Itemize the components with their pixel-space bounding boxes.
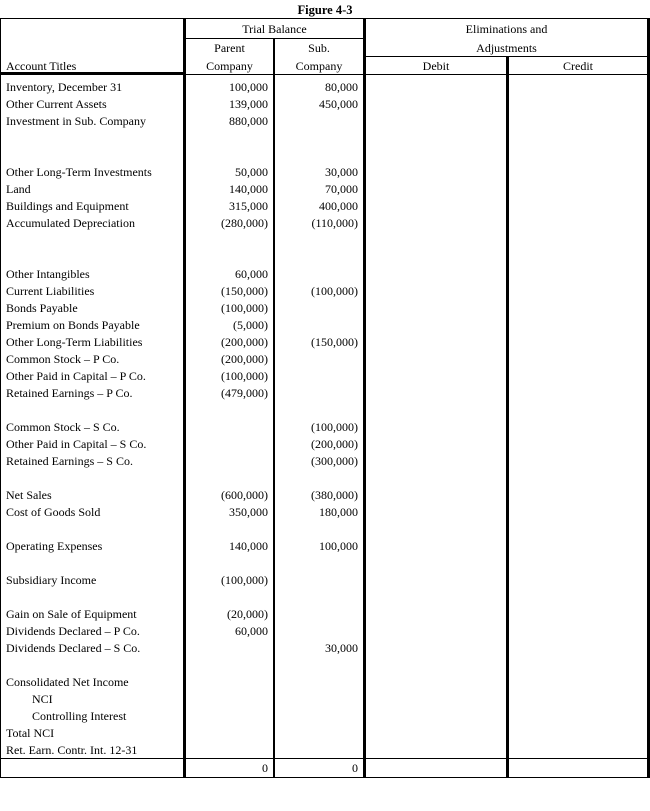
account-title: Inventory, December 31 — [6, 80, 123, 94]
sub-amount: (100,000) — [311, 420, 358, 434]
parent-amount — [186, 436, 268, 453]
account-title — [6, 555, 184, 572]
debit-col-rule — [506, 56, 509, 778]
parent-amount: (100,000) — [221, 369, 268, 383]
account-title: Retained Earnings – S Co. — [6, 454, 133, 468]
parent-amount: 140,000 — [229, 182, 268, 196]
sub-amount — [276, 742, 358, 759]
account-title: Other Long-Term Investments — [6, 165, 152, 179]
account-title — [6, 470, 184, 487]
sub-amount — [276, 113, 358, 130]
parent-amount — [186, 742, 268, 759]
parent-amount — [186, 657, 268, 674]
account-title: Consolidated Net Income — [6, 675, 129, 689]
parent-amount: 100,000 — [229, 80, 268, 94]
account-title — [6, 130, 184, 147]
sub-amount — [276, 623, 358, 640]
account-title: Other Intangibles — [6, 267, 90, 281]
parent-total: 0 — [262, 761, 268, 775]
parent-amount — [186, 640, 268, 657]
parent-amount — [186, 130, 268, 147]
parent-amount — [186, 453, 268, 470]
sub-total: 0 — [352, 761, 358, 775]
parent-amount — [186, 725, 268, 742]
sub-col-rule — [363, 18, 366, 778]
account-title — [6, 589, 184, 606]
parent-amount: (200,000) — [221, 335, 268, 349]
sub-amount: (150,000) — [311, 335, 358, 349]
account-title: Other Paid in Capital – S Co. — [6, 437, 147, 451]
parent-amount — [186, 708, 268, 725]
eliminations-header-line1: Eliminations and — [465, 22, 548, 36]
account-title — [6, 402, 184, 419]
left-border — [0, 18, 1, 778]
sub-amount: 30,000 — [325, 165, 358, 179]
parent-amount — [186, 470, 268, 487]
parent-col-rule — [273, 38, 275, 778]
account-titles-header: Account Titles — [6, 59, 77, 73]
sub-amount — [276, 266, 358, 283]
sub-amount — [276, 657, 358, 674]
account-title: Ret. Earn. Contr. Int. 12-31 — [6, 743, 138, 757]
trial-balance-header: Trial Balance — [242, 22, 307, 36]
sub-amount: 400,000 — [319, 199, 358, 213]
parent-amount — [186, 674, 268, 691]
account-title: NCI — [32, 692, 53, 706]
parent-amount: (5,000) — [233, 318, 268, 332]
sub-amount: (380,000) — [311, 488, 358, 502]
parent-amount: (280,000) — [221, 216, 268, 230]
sub-amount — [276, 300, 358, 317]
sub-amount: 450,000 — [319, 97, 358, 111]
sub-amount: (300,000) — [311, 454, 358, 468]
account-title: Common Stock – P Co. — [6, 352, 120, 366]
sub-amount: 70,000 — [325, 182, 358, 196]
sub-amount — [276, 351, 358, 368]
totals-bottom-rule — [0, 777, 650, 778]
parent-amount — [186, 521, 268, 538]
sub-amount — [276, 130, 358, 147]
sub-amount — [276, 385, 358, 402]
account-title: Buildings and Equipment — [6, 199, 129, 213]
parent-amount — [186, 419, 268, 436]
sub-amount — [276, 572, 358, 589]
account-title: Accumulated Depreciation — [6, 216, 135, 230]
account-title: Net Sales — [6, 488, 52, 502]
parent-amount — [186, 147, 268, 164]
sub-amount — [276, 589, 358, 606]
sub-amount: 30,000 — [325, 641, 358, 655]
parent-amount: 140,000 — [229, 539, 268, 553]
parent-amount: (150,000) — [221, 284, 268, 298]
account-title: Total NCI — [6, 726, 55, 740]
parent-amount: 880,000 — [229, 114, 268, 128]
sub-amount: 100,000 — [319, 539, 358, 553]
account-title: Gain on Sale of Equipment — [6, 607, 137, 621]
parent-amount — [186, 232, 268, 249]
sub-amount — [276, 470, 358, 487]
account-title: Bonds Payable — [6, 301, 78, 315]
sub-amount — [276, 368, 358, 385]
account-title: Operating Expenses — [6, 539, 103, 553]
eliminations-header-line2: Adjustments — [476, 41, 537, 55]
account-title — [6, 232, 184, 249]
parent-amount: 350,000 — [229, 505, 268, 519]
parent-amount: 315,000 — [229, 199, 268, 213]
sub-amount: 180,000 — [319, 505, 358, 519]
account-title — [6, 521, 184, 538]
sub-amount — [276, 691, 358, 708]
parent-amount — [186, 402, 268, 419]
account-title: Other Long-Term Liabilities — [6, 335, 143, 349]
parent-amount — [186, 589, 268, 606]
account-title: Subsidiary Income — [6, 573, 97, 587]
account-title: Cost of Goods Sold — [6, 505, 101, 519]
parent-amount: (20,000) — [227, 607, 268, 621]
sub-amount — [276, 317, 358, 334]
credit-header: Credit — [563, 59, 593, 73]
account-title: Investment in Sub. Company — [6, 114, 146, 128]
sub-amount — [276, 725, 358, 742]
parent-amount: 50,000 — [235, 165, 268, 179]
top-border — [0, 18, 650, 19]
account-title — [6, 249, 184, 266]
parent-amount: 139,000 — [229, 97, 268, 111]
account-title: Other Current Assets — [6, 97, 107, 111]
sub-amount: (110,000) — [311, 216, 358, 230]
sub-amount: (100,000) — [311, 284, 358, 298]
sub-amount — [276, 555, 358, 572]
account-title — [6, 147, 184, 164]
consolidation-worksheet — [0, 18, 650, 778]
sub-amount — [276, 708, 358, 725]
account-title: Controlling Interest — [32, 709, 127, 723]
parent-header-line2: Company — [206, 59, 253, 73]
parent-amount — [186, 691, 268, 708]
parent-amount: 60,000 — [235, 267, 268, 281]
account-title: Dividends Declared – S Co. — [6, 641, 141, 655]
parent-amount — [186, 249, 268, 266]
sub-amount: (200,000) — [311, 437, 358, 451]
sub-amount — [276, 147, 358, 164]
sub-amount — [276, 521, 358, 538]
parent-amount: (200,000) — [221, 352, 268, 366]
account-title: Dividends Declared – P Co. — [6, 624, 140, 638]
sub-header-line2: Company — [295, 59, 343, 73]
account-title: Land — [6, 182, 31, 196]
parent-amount — [186, 555, 268, 572]
account-title: Premium on Bonds Payable — [6, 318, 140, 332]
sub-amount — [276, 249, 358, 266]
parent-amount: (100,000) — [221, 301, 268, 315]
parent-amount: (479,000) — [221, 386, 268, 400]
parent-amount: (600,000) — [221, 488, 268, 502]
account-title: Other Paid in Capital – P Co. — [6, 369, 146, 383]
sub-amount — [276, 674, 358, 691]
account-title: Current Liabilities — [6, 284, 95, 298]
sub-amount: 80,000 — [325, 80, 358, 94]
parent-amount: (100,000) — [221, 573, 268, 587]
figure-title: Figure 4-3 — [297, 3, 353, 17]
parent-amount: 60,000 — [235, 624, 268, 638]
account-title: Common Stock – S Co. — [6, 420, 120, 434]
parent-header-line1: Parent — [214, 41, 245, 55]
sub-amount — [276, 402, 358, 419]
account-title: Retained Earnings – P Co. — [6, 386, 133, 400]
debit-header: Debit — [422, 59, 450, 73]
sub-amount — [276, 232, 358, 249]
sub-amount — [276, 606, 358, 623]
sub-header-line1: Sub. — [308, 41, 330, 55]
account-title — [6, 657, 184, 674]
